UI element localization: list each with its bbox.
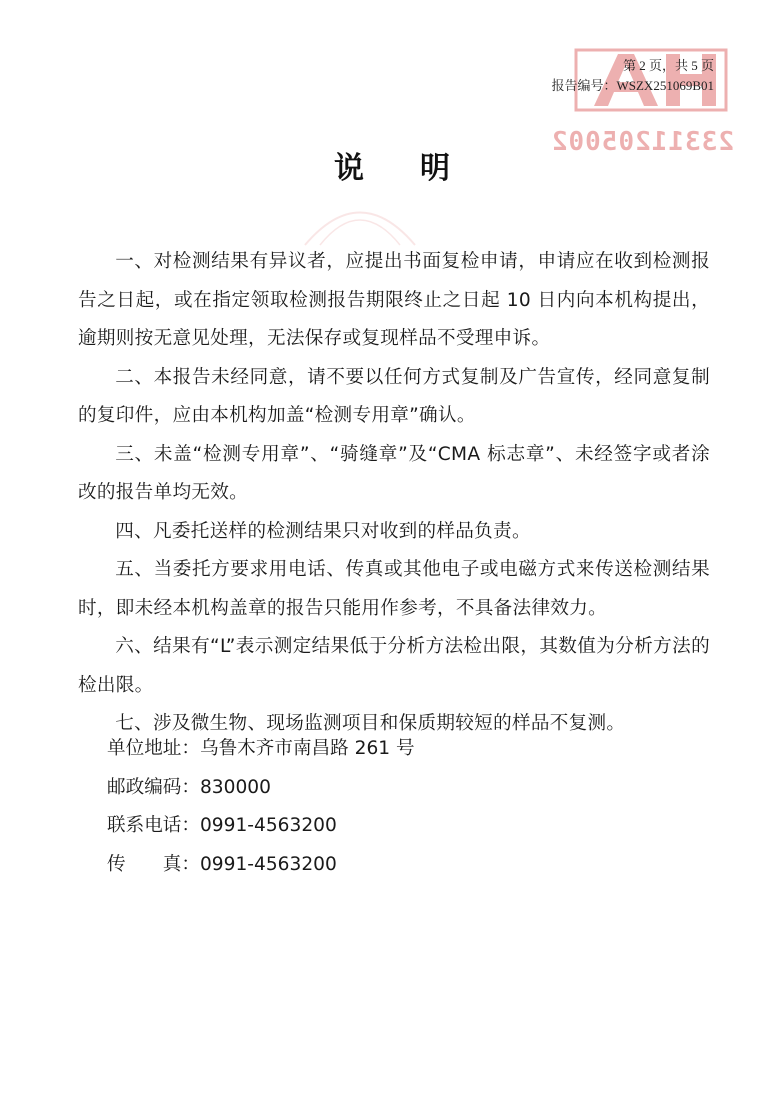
contact-address: 单位地址：乌鲁木齐市南昌路 261 号 — [107, 738, 415, 759]
faint-seal-icon — [300, 190, 420, 250]
page-title: 说明 — [334, 151, 506, 186]
notes-body — [78, 243, 710, 744]
note-item-7: 七、涉及微生物、现场监测项目和保质期较短的样品不复测。 — [115, 713, 626, 734]
header-meta — [551, 56, 714, 96]
page-info: 第 2 页，共 5 页 — [622, 58, 714, 73]
note-item-4: 四、凡委托送样的检测结果只对收到的样品负责。 — [115, 520, 531, 542]
contact-info — [107, 730, 415, 884]
stamp-serial: 23311205002 — [550, 127, 734, 157]
note-item-3: 三、未盖“检测专用章”、“骑缝章”及“CMA 标志章”、未经签字或者涂改的报告单均无效。 — [78, 443, 710, 503]
contact-postcode: 邮政编码：830000 — [107, 776, 271, 798]
note-item-6: 六、结果有“L”表示测定结果低于分析方法检出限，其数值为分析方法的检出限。 — [78, 636, 710, 696]
note-item-1: 一、对检测结果有异议者，应提出书面复检申请，申请应在收到检测报告之日起，或在指定领取检测报告期限终止之日起 10 日内向本机构提出，逾期则按无意见处理，无法保存或复现样品不受理申诉。 — [78, 251, 710, 349]
contact-fax: 传 真：0991-4563200 — [107, 853, 337, 875]
note-item-5: 五、当委托方要求用电话、传真或其他电子或电磁方式来传送检测结果时，即未经本机构盖章的报告只能用作参考，不具备法律效力。 — [78, 559, 710, 619]
contact-phone: 联系电话：0991-4563200 — [107, 815, 337, 836]
report-number: 报告编号：WSZX251069B01 — [551, 78, 714, 93]
note-item-2: 二、本报告未经同意，请不要以任何方式复制及广告宣传，经同意复制的复印件，应由本机构加盖“检测专用章”确认。 — [78, 366, 710, 426]
